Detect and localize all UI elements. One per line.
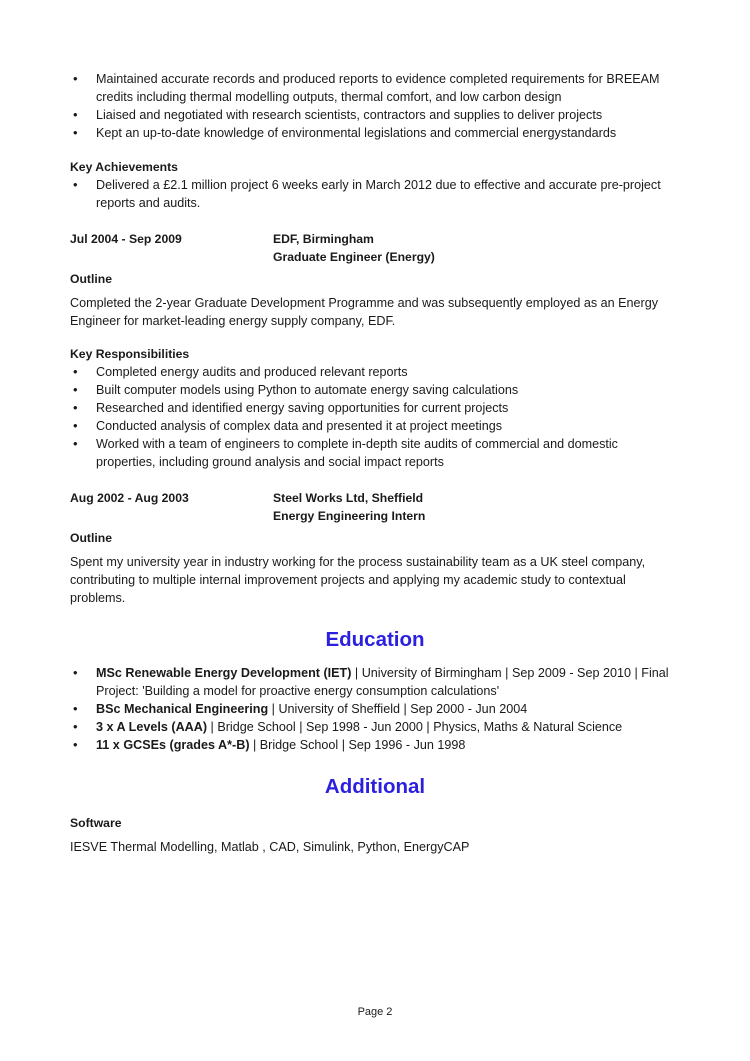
list-item: • Kept an up-to-date knowledge of environmental legislations and commercial energystandards xyxy=(70,124,680,142)
list-item: • 11 x GCSEs (grades A*-B) | Bridge School | Sep 1996 - Jun 1998 xyxy=(70,736,680,754)
job-dates: Aug 2002 - Aug 2003 xyxy=(70,491,189,505)
list-item: • Worked with a team of engineers to complete in-depth site audits of commercial and domestic properties, including ground analysis and social impact reports xyxy=(70,435,680,471)
outline-text: Completed the 2-year Graduate Development Programme and was subsequently employed as an Energy Engineer for market-leading energy supply company, EDF. xyxy=(70,296,659,328)
list-item: • Delivered a £2.1 million project 6 weeks early in March 2012 due to effective and accurate pre-project reports and audits. xyxy=(70,176,680,212)
list-item: • Researched and identified energy saving opportunities for current projects xyxy=(70,399,680,417)
list-item: • Liaised and negotiated with research scientists, contractors and supplies to deliver projects xyxy=(70,106,680,124)
job-company: Steel Works Ltd, Sheffield xyxy=(273,491,424,505)
achievements-heading: Key Achievements xyxy=(70,160,178,174)
list-item: • Conducted analysis of complex data and presented it at project meetings xyxy=(70,417,680,435)
outline-heading: Outline xyxy=(70,272,112,286)
job-title: Energy Engineering Intern xyxy=(273,509,426,523)
list-item: • Built computer models using Python to automate energy saving calculations xyxy=(70,381,680,399)
software-list: IESVE Thermal Modelling, Matlab , CAD, Simulink, Python, EnergyCAP xyxy=(70,840,470,854)
previous-role-bullets xyxy=(70,70,680,142)
list-item: • Completed energy audits and produced relevant reports xyxy=(70,363,680,381)
list-item: • 3 x A Levels (AAA) | Bridge School | Sep 1998 - Jun 2000 | Physics, Maths & Natural Science xyxy=(70,718,680,736)
software-heading: Software xyxy=(70,816,122,830)
job-dates: Jul 2004 - Sep 2009 xyxy=(70,232,182,246)
job-company: EDF, Birmingham xyxy=(273,232,374,246)
resume-page-2 xyxy=(70,70,680,856)
achievements-list xyxy=(70,176,680,212)
job-header-steel xyxy=(70,489,680,525)
outline-text: Spent my university year in industry working for the process sustainability team as a UK steel company, contributing to multiple internal improvement projects and applying my academic study to contextual problems. xyxy=(70,555,646,605)
list-item: • Maintained accurate records and produced reports to evidence completed requirements for BREEAM credits including thermal modelling outputs, thermal comfort, and low carbon design xyxy=(70,70,680,106)
outline-heading: Outline xyxy=(70,531,112,545)
job-title: Graduate Engineer (Energy) xyxy=(273,250,435,264)
education-title: Education xyxy=(325,628,425,651)
list-item: • MSc Renewable Energy Development (IET) | University of Birmingham | Sep 2009 - Sep 2010 | Final Project: 'Building a model for proactive energy consumption calculations' xyxy=(70,664,680,700)
list-item: • BSc Mechanical Engineering | University of Sheffield | Sep 2000 - Jun 2004 xyxy=(70,700,680,718)
responsibilities-list xyxy=(70,363,680,471)
job-header-edf xyxy=(70,230,680,266)
page-number: Page 2 xyxy=(357,1006,393,1018)
additional-title: Additional xyxy=(324,775,426,798)
education-list xyxy=(70,664,680,754)
responsibilities-heading: Key Responsibilities xyxy=(70,347,190,361)
